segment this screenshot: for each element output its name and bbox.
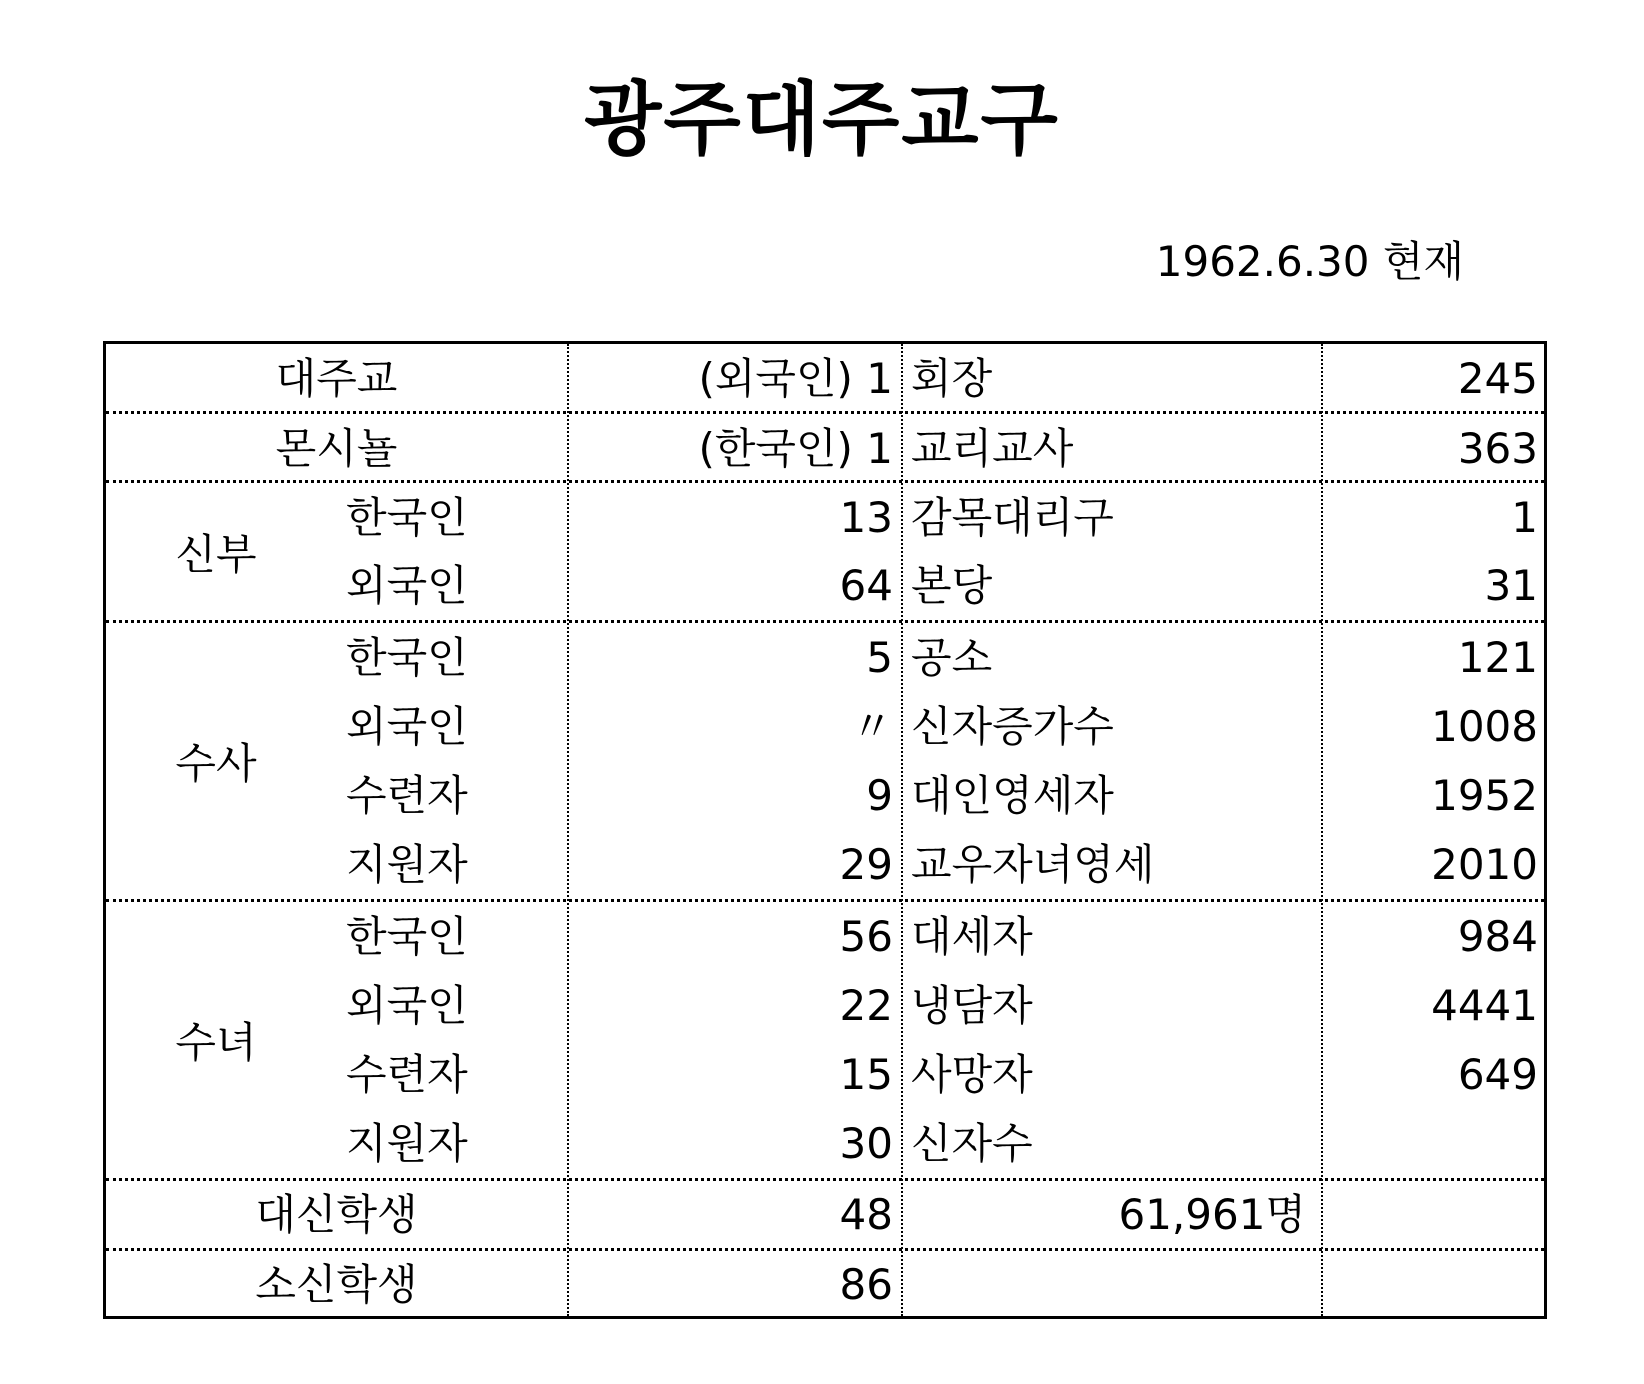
right-row-value: 4441 bbox=[1431, 981, 1538, 1030]
minor-seminarians-label: 소신학생 bbox=[255, 1260, 418, 1309]
page-title: 광주대주교구 bbox=[584, 73, 1060, 166]
as-of-date: 1962.6.30 현재 bbox=[1155, 237, 1464, 286]
right-row-value: 649 bbox=[1457, 1050, 1538, 1099]
sister-applicant-value: 30 bbox=[839, 1119, 893, 1168]
total-believers-value: 61,961명 bbox=[1118, 1190, 1306, 1239]
brother-applicant-value: 29 bbox=[839, 840, 893, 889]
sister-foreign-value: 22 bbox=[839, 981, 893, 1030]
right-row-label: 대세자 bbox=[911, 912, 1033, 961]
right-row-value: 1008 bbox=[1431, 702, 1538, 751]
brother-applicant-label: 지원자 bbox=[346, 840, 468, 889]
brother-korean-label: 한국인 bbox=[346, 633, 468, 682]
right-row-label: 감목대리구 bbox=[911, 493, 1114, 542]
right-row-label: 신자수 bbox=[911, 1119, 1033, 1168]
right-row-value: 363 bbox=[1457, 424, 1538, 473]
brothers-group-label: 수사 bbox=[175, 739, 257, 788]
sister-korean-label: 한국인 bbox=[346, 912, 468, 961]
major-seminarians-value: 48 bbox=[839, 1190, 893, 1239]
right-row-label: 교리교사 bbox=[911, 424, 1074, 473]
right-row-label: 사망자 bbox=[911, 1050, 1033, 1099]
brother-foreign-label: 외국인 bbox=[346, 702, 468, 751]
right-row-label: 냉담자 bbox=[911, 981, 1033, 1030]
sisters-group-label: 수녀 bbox=[175, 1018, 257, 1067]
right-row-value: 245 bbox=[1457, 354, 1538, 403]
right-row-value: 31 bbox=[1484, 561, 1538, 610]
monsignor-label: 몬시뇰 bbox=[275, 424, 398, 473]
right-row-value: 121 bbox=[1457, 633, 1538, 682]
sister-novice-value: 15 bbox=[839, 1050, 893, 1099]
right-row-value bbox=[1323, 1109, 1538, 1178]
priest-foreign-label: 외국인 bbox=[346, 561, 468, 610]
priests-group-label: 신부 bbox=[175, 529, 257, 579]
right-row-value: 984 bbox=[1457, 912, 1538, 961]
right-row-label: 회장 bbox=[911, 354, 993, 403]
priest-korean-value: 13 bbox=[839, 493, 893, 542]
brother-novice-value: 9 bbox=[866, 771, 893, 820]
brother-foreign-value: 〃 bbox=[850, 702, 893, 751]
right-row-label: 신자증가수 bbox=[911, 702, 1114, 751]
minor-seminarians-value: 86 bbox=[839, 1260, 893, 1309]
right-row-label: 교우자녀영세 bbox=[911, 840, 1155, 889]
right-row-value: 1952 bbox=[1431, 771, 1538, 820]
sister-novice-label: 수련자 bbox=[346, 1050, 468, 1099]
priest-korean-label: 한국인 bbox=[346, 493, 468, 542]
right-row-value: 1 bbox=[1511, 493, 1538, 542]
right-row-label: 본당 bbox=[911, 561, 993, 610]
statistics-table bbox=[103, 341, 1547, 1319]
right-row-label: 공소 bbox=[911, 633, 993, 682]
priest-foreign-value: 64 bbox=[839, 561, 893, 610]
sister-foreign-label: 외국인 bbox=[346, 981, 468, 1030]
sister-korean-value: 56 bbox=[839, 912, 893, 961]
brother-novice-label: 수련자 bbox=[346, 771, 468, 820]
brother-korean-value: 5 bbox=[866, 633, 893, 682]
archbishop-label: 대주교 bbox=[275, 354, 398, 403]
right-row-label: 대인영세자 bbox=[911, 771, 1114, 820]
column-divider bbox=[901, 344, 903, 1316]
sister-applicant-label: 지원자 bbox=[346, 1119, 468, 1168]
right-row-value: 2010 bbox=[1431, 840, 1538, 889]
archbishop-value: (외국인) 1 bbox=[698, 354, 893, 403]
major-seminarians-label: 대신학생 bbox=[255, 1190, 418, 1239]
monsignor-value: (한국인) 1 bbox=[698, 424, 893, 473]
